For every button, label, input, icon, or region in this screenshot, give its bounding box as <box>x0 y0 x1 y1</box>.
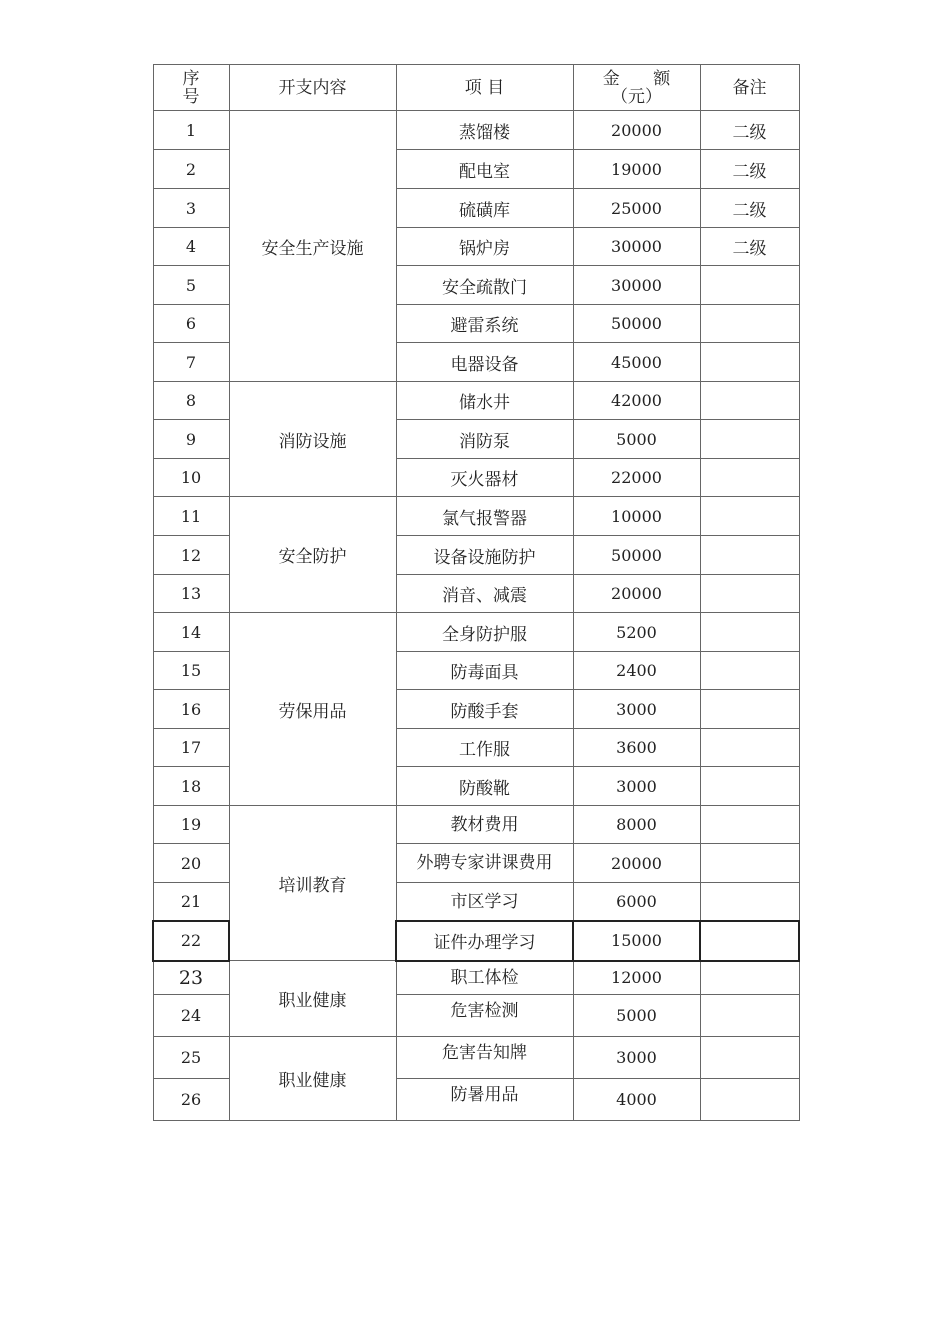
note-cell <box>700 844 799 883</box>
item-cell: 配电室 <box>396 150 573 189</box>
seq-cell: 17 <box>153 729 229 767</box>
item-cell: 消音、减震 <box>396 575 573 613</box>
item-cell: 电器设备 <box>396 343 573 382</box>
amount-cell: 15000 <box>573 921 700 961</box>
note-cell <box>700 1037 799 1079</box>
amount-cell: 30000 <box>573 266 700 305</box>
note-cell <box>700 883 799 921</box>
amount-cell: 3000 <box>573 767 700 806</box>
note-cell <box>700 613 799 652</box>
amount-cell: 22000 <box>573 459 700 497</box>
amount-cell: 2400 <box>573 652 700 690</box>
item-cell: 防酸手套 <box>396 690 573 729</box>
note-cell <box>700 305 799 343</box>
item-cell: 锅炉房 <box>396 228 573 266</box>
category-cell: 安全生产设施 <box>229 111 396 382</box>
item-cell: 防毒面具 <box>396 652 573 690</box>
amount-cell: 50000 <box>573 305 700 343</box>
amount-cell: 20000 <box>573 575 700 613</box>
item-cell: 职工体检 <box>396 961 573 995</box>
item-cell: 教材费用 <box>396 806 573 844</box>
category-cell: 职业健康 <box>229 1037 396 1121</box>
note-cell <box>700 690 799 729</box>
note-cell <box>700 382 799 420</box>
item-cell: 蒸馏楼 <box>396 111 573 150</box>
seq-cell: 7 <box>153 343 229 382</box>
note-cell: 二级 <box>700 150 799 189</box>
seq-cell: 10 <box>153 459 229 497</box>
amount-cell: 5000 <box>573 420 700 459</box>
header-note: 备注 <box>700 65 799 111</box>
seq-cell: 18 <box>153 767 229 806</box>
header-category: 开支内容 <box>229 65 396 111</box>
table-row <box>153 497 799 536</box>
seq-cell: 2 <box>153 150 229 189</box>
amount-cell: 12000 <box>573 961 700 995</box>
seq-cell: 22 <box>153 921 229 961</box>
table-row <box>153 382 799 420</box>
note-cell <box>700 806 799 844</box>
item-cell: 证件办理学习 <box>396 921 573 961</box>
amount-cell: 50000 <box>573 536 700 575</box>
amount-cell: 30000 <box>573 228 700 266</box>
category-cell: 职业健康 <box>229 961 396 1037</box>
item-cell: 危害检测 <box>396 995 573 1037</box>
item-cell: 氯气报警器 <box>396 497 573 536</box>
note-cell <box>700 995 799 1037</box>
amount-cell: 19000 <box>573 150 700 189</box>
amount-cell: 3000 <box>573 1037 700 1079</box>
note-cell: 二级 <box>700 111 799 150</box>
header-item: 项 目 <box>396 65 573 111</box>
category-cell: 安全防护 <box>229 497 396 613</box>
table-row <box>153 961 799 995</box>
seq-cell: 19 <box>153 806 229 844</box>
item-cell: 硫磺库 <box>396 189 573 228</box>
amount-cell: 45000 <box>573 343 700 382</box>
table-row <box>153 806 799 844</box>
amount-cell: 3600 <box>573 729 700 767</box>
seq-cell: 15 <box>153 652 229 690</box>
seq-cell: 21 <box>153 883 229 921</box>
note-cell <box>700 575 799 613</box>
note-cell <box>700 1079 799 1121</box>
item-cell: 灭火器材 <box>396 459 573 497</box>
note-cell <box>700 921 799 961</box>
note-cell: 二级 <box>700 189 799 228</box>
item-cell: 防酸靴 <box>396 767 573 806</box>
amount-cell: 10000 <box>573 497 700 536</box>
header-seq <box>153 65 229 111</box>
note-cell <box>700 497 799 536</box>
note-cell <box>700 536 799 575</box>
item-cell: 市区学习 <box>396 883 573 921</box>
seq-cell: 5 <box>153 266 229 305</box>
note-cell <box>700 767 799 806</box>
amount-cell: 4000 <box>573 1079 700 1121</box>
seq-cell: 4 <box>153 228 229 266</box>
seq-cell: 23 <box>153 961 229 995</box>
amount-cell: 20000 <box>573 844 700 883</box>
header-seq-line2: 号 <box>182 86 200 107</box>
item-cell: 安全疏散门 <box>396 266 573 305</box>
item-cell: 防暑用品 <box>396 1079 573 1121</box>
category-cell: 培训教育 <box>229 806 396 961</box>
note-cell <box>700 729 799 767</box>
expense-table <box>152 64 800 1121</box>
seq-cell: 3 <box>153 189 229 228</box>
header-amount-line1: 金 额 <box>602 68 685 89</box>
amount-cell: 42000 <box>573 382 700 420</box>
header-seq-line1: 序 <box>182 68 200 89</box>
header-row <box>153 65 799 111</box>
item-cell: 设备设施防护 <box>396 536 573 575</box>
seq-cell: 11 <box>153 497 229 536</box>
seq-cell: 9 <box>153 420 229 459</box>
amount-cell: 6000 <box>573 883 700 921</box>
seq-cell: 14 <box>153 613 229 652</box>
item-cell: 消防泵 <box>396 420 573 459</box>
item-cell: 避雷系统 <box>396 305 573 343</box>
item-cell: 全身防护服 <box>396 613 573 652</box>
seq-cell: 20 <box>153 844 229 883</box>
seq-cell: 1 <box>153 111 229 150</box>
amount-cell: 5200 <box>573 613 700 652</box>
header-amount <box>573 65 700 111</box>
seq-cell: 6 <box>153 305 229 343</box>
item-cell: 储水井 <box>396 382 573 420</box>
seq-cell: 16 <box>153 690 229 729</box>
note-cell <box>700 961 799 995</box>
amount-cell: 8000 <box>573 806 700 844</box>
item-cell: 外聘专家讲课费用 <box>396 844 573 883</box>
amount-cell: 25000 <box>573 189 700 228</box>
note-cell <box>700 459 799 497</box>
seq-cell: 24 <box>153 995 229 1037</box>
amount-cell: 5000 <box>573 995 700 1037</box>
seq-cell: 8 <box>153 382 229 420</box>
note-cell: 二级 <box>700 228 799 266</box>
note-cell <box>700 652 799 690</box>
amount-cell: 20000 <box>573 111 700 150</box>
table-row <box>153 111 799 150</box>
item-cell: 工作服 <box>396 729 573 767</box>
category-cell: 劳保用品 <box>229 613 396 806</box>
note-cell <box>700 420 799 459</box>
amount-cell: 3000 <box>573 690 700 729</box>
note-cell <box>700 343 799 382</box>
table-row <box>153 613 799 652</box>
note-cell <box>700 266 799 305</box>
seq-cell: 13 <box>153 575 229 613</box>
item-cell: 危害告知牌 <box>396 1037 573 1079</box>
seq-cell: 26 <box>153 1079 229 1121</box>
header-amount-line2: （元） <box>611 86 662 107</box>
seq-cell: 12 <box>153 536 229 575</box>
table-row <box>153 1037 799 1079</box>
seq-cell: 25 <box>153 1037 229 1079</box>
category-cell: 消防设施 <box>229 382 396 497</box>
